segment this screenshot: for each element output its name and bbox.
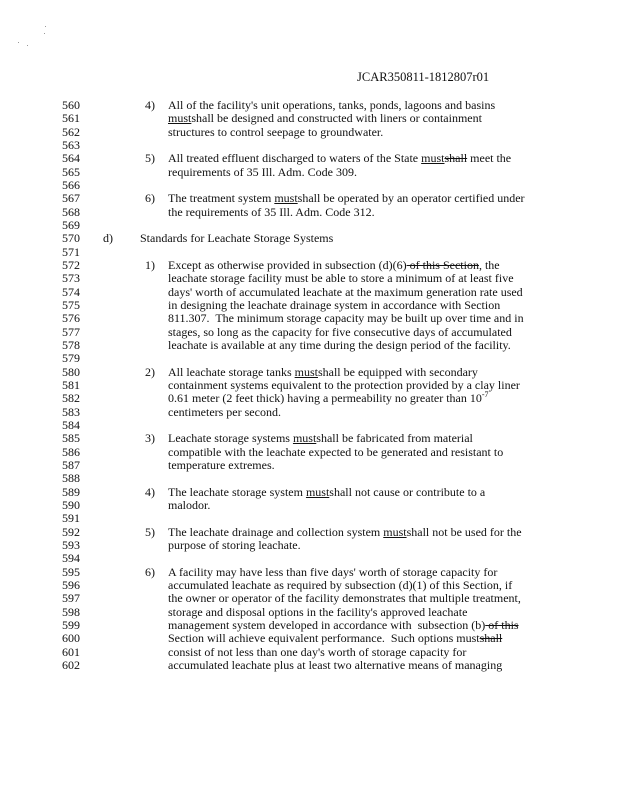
deleted-text: shall	[444, 151, 468, 166]
line-number: 581	[62, 377, 80, 392]
text-run: in designing the leachate drainage system in accordance with Section	[168, 297, 501, 312]
list-marker: 1)	[145, 257, 155, 272]
line-number: 573	[62, 271, 80, 286]
line-number: 587	[62, 457, 80, 472]
line-number: 571	[62, 244, 80, 259]
text-run: the requirements of 35 Ill. Adm. Code 312.	[168, 204, 375, 219]
line-text	[168, 499, 210, 512]
line-number: 563	[62, 137, 80, 152]
inserted-text: must	[168, 111, 192, 126]
text-run: shall be equipped with secondary	[317, 364, 478, 379]
text-run: The leachate drainage and collection system	[168, 524, 384, 539]
text-run: The treatment system	[168, 191, 275, 206]
line-text	[168, 166, 357, 179]
line-number: 574	[62, 284, 80, 299]
text-run: meet the	[467, 151, 512, 166]
text-run: days' worth of accumulated leachate at the maximum generation rate used	[168, 284, 523, 299]
line-number: 566	[62, 177, 80, 192]
inserted-text: must	[305, 484, 330, 499]
text-run: centimeters per second.	[168, 404, 281, 419]
list-marker: 6)	[145, 564, 155, 579]
line-number: 593	[62, 537, 80, 552]
text-run: the owner or operator of the facility demonstrates that multiple treatment,	[168, 591, 521, 606]
line-text	[168, 299, 500, 312]
line-text	[168, 592, 521, 605]
scan-speck	[27, 45, 28, 46]
line-text	[168, 126, 383, 139]
line-number: 598	[62, 604, 80, 619]
line-number: 594	[62, 551, 80, 566]
line-number: 599	[62, 617, 80, 632]
text-run: leachate storage facility must be able to store a minimum of at least five	[168, 271, 514, 286]
list-marker: 6)	[145, 191, 155, 206]
list-marker: 4)	[145, 484, 155, 499]
text-run: structures to control seepage to groundwater.	[168, 124, 384, 139]
text-run: All leachate storage tanks	[168, 364, 295, 379]
line-number: 584	[62, 417, 80, 432]
line-number: 591	[62, 511, 80, 526]
inserted-text: must	[383, 524, 407, 539]
line-text	[168, 259, 500, 272]
line-text	[168, 286, 523, 299]
line-number: 567	[62, 191, 80, 206]
line-number: 597	[62, 591, 80, 606]
inserted-text: must	[421, 151, 445, 166]
line-number: 589	[62, 484, 80, 499]
text-run: temperature extremes.	[168, 457, 275, 472]
line-text	[168, 632, 502, 645]
line-number: 582	[62, 391, 80, 406]
line-text	[168, 619, 519, 632]
list-marker: 4)	[145, 98, 155, 112]
text-run: purpose of storing leachate.	[168, 537, 301, 552]
scan-speck	[45, 26, 46, 27]
line-text	[168, 539, 301, 552]
document-id-header: JCAR350811-1812807r01	[357, 70, 490, 84]
line-number: 583	[62, 404, 80, 419]
text-run: Standards for Leachate Storage Systems	[140, 231, 334, 246]
text-run: shall not cause or contribute to a	[329, 484, 486, 499]
scan-speck	[18, 42, 19, 43]
line-text	[168, 152, 511, 165]
line-number: 602	[62, 657, 80, 672]
line-text	[168, 366, 478, 379]
line-number: 588	[62, 471, 80, 486]
line-text	[168, 272, 514, 285]
text-run: All treated effluent discharged to waters of the State	[168, 151, 422, 166]
list-marker: 2)	[145, 364, 155, 379]
text-run: requirements of 35 Ill. Adm. Code 309.	[168, 164, 357, 179]
text-run: consist of not less than one day's worth of storage capacity for	[168, 644, 467, 659]
text-run: 0.61 meter (2 feet thick) having a permeability no greater than 10	[168, 391, 482, 406]
line-number: 601	[62, 644, 80, 659]
line-number: 600	[62, 631, 80, 646]
line-number: 577	[62, 324, 80, 339]
line-text	[168, 566, 497, 579]
text-run: accumulated leachate plus at least two alternative means of managing	[168, 657, 503, 672]
text-run: A facility may have less than five days' worth of storage capacity for	[168, 564, 498, 579]
text-run: shall not be used for the	[406, 524, 522, 539]
line-number: 580	[62, 364, 80, 379]
deleted-text: of this Section	[406, 257, 479, 272]
line-text	[168, 526, 522, 539]
line-number: 570	[62, 231, 80, 246]
line-text	[168, 326, 512, 339]
line-number: 569	[62, 217, 80, 232]
line-number: 565	[62, 164, 80, 179]
list-marker: d)	[103, 231, 113, 246]
line-text	[168, 406, 281, 419]
line-text	[168, 579, 512, 592]
line-number: 596	[62, 577, 80, 592]
text-run: compatible with the leachate expected to be generated and resistant to	[168, 444, 504, 459]
line-text	[168, 192, 525, 205]
line-text	[168, 112, 482, 125]
text-run: shall be operated by an operator certified under	[297, 191, 525, 206]
text-run: 811.307. The minimum storage capacity may be built up over time and in	[168, 311, 524, 326]
line-number: 586	[62, 444, 80, 459]
list-marker: 5)	[145, 524, 155, 539]
line-text	[168, 486, 485, 499]
inserted-text: must	[274, 191, 298, 206]
line-text	[168, 446, 503, 459]
text-run: , the	[478, 257, 500, 272]
list-marker: 3)	[145, 431, 155, 446]
text-run: shall be fabricated from material	[316, 431, 473, 446]
text-run: management system developed in accordance with subsection (b)	[168, 617, 486, 632]
line-number: 576	[62, 311, 80, 326]
text-run: Leachate storage systems	[168, 431, 293, 446]
line-number: 592	[62, 524, 80, 539]
deleted-text: of this	[485, 617, 519, 632]
text-run: containment systems equivalent to the protection provided by a clay liner	[168, 377, 520, 392]
line-text	[168, 646, 466, 659]
text-run: Except as otherwise provided in subsection (d)(6)	[168, 257, 407, 272]
text-run: Section will achieve equivalent performance. Such options must	[168, 631, 480, 646]
deleted-text: shall	[479, 631, 503, 646]
superscript: -7	[481, 390, 489, 400]
line-text	[168, 339, 511, 352]
line-text	[168, 432, 473, 445]
line-number: 590	[62, 497, 80, 512]
list-marker: 5)	[145, 151, 155, 166]
line-number: 585	[62, 431, 80, 446]
line-number: 572	[62, 257, 80, 272]
line-number: 578	[62, 337, 80, 352]
text-run: The leachate storage system	[168, 484, 306, 499]
line-text	[168, 379, 520, 392]
line-number: 564	[62, 151, 80, 166]
line-text	[168, 392, 489, 405]
line-number: 575	[62, 297, 80, 312]
line-number: 562	[62, 124, 80, 139]
line-number: 579	[62, 351, 80, 366]
inserted-text: must	[294, 364, 318, 379]
line-number: 568	[62, 204, 80, 219]
line-text	[168, 606, 467, 619]
text-run: storage and disposal options in the facility's approved leachate	[168, 604, 468, 619]
line-number: 561	[62, 111, 80, 126]
line-text	[168, 206, 375, 219]
line-text	[140, 232, 333, 245]
line-text	[168, 459, 275, 472]
line-number: 595	[62, 564, 80, 579]
text-run: stages, so long as the capacity for five consecutive days of accumulated	[168, 324, 512, 339]
line-number: 560	[62, 98, 80, 112]
text-run: All of the facility's unit operations, tanks, ponds, lagoons and basins	[168, 98, 496, 112]
inserted-text: must	[292, 431, 317, 446]
scan-speck	[44, 33, 45, 34]
text-run: malodor.	[168, 497, 211, 512]
line-text	[168, 99, 495, 112]
text-run: shall be designed and constructed with liners or containment	[191, 111, 482, 126]
line-text	[168, 312, 524, 325]
line-text	[168, 659, 502, 672]
text-run: leachate is available at any time during the design period of the facility.	[168, 337, 511, 352]
text-run: accumulated leachate as required by subsection (d)(1) of this Section, if	[168, 577, 513, 592]
